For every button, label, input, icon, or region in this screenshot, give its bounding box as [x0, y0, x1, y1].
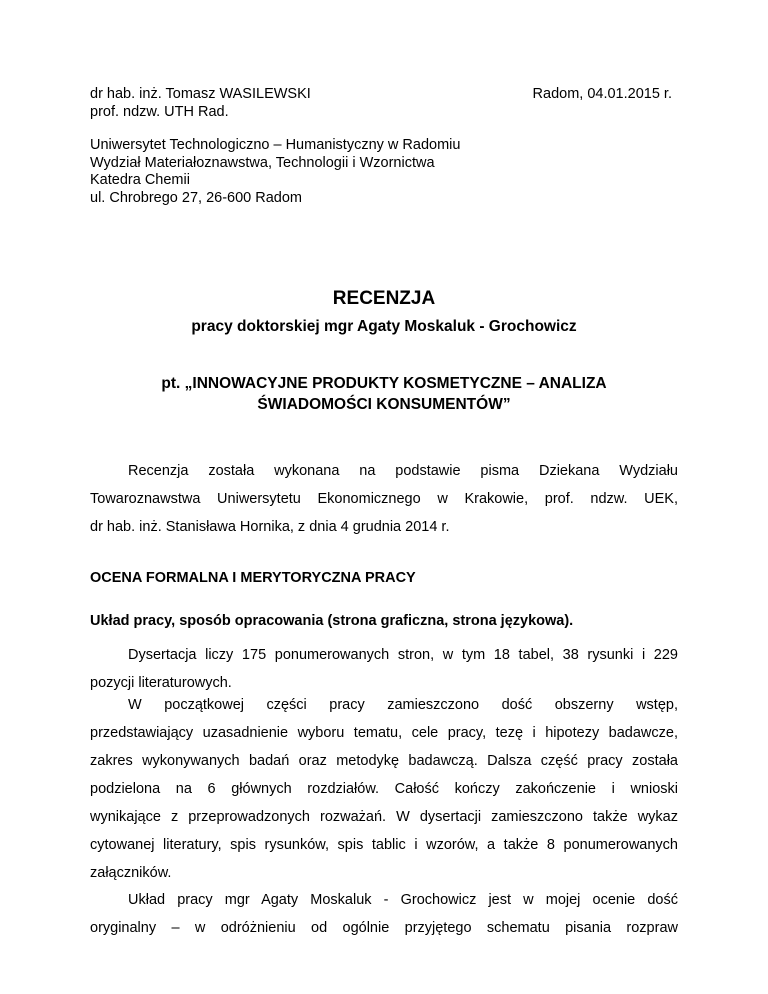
paragraph-line: Recenzja została wykonana na podstawie pisma Dziekana Wydziału: [128, 463, 678, 479]
paragraph-line: dr hab. inż. Stanisława Hornika, z dnia 4 grudnia 2014 r.: [90, 519, 450, 535]
affiliation-line: Wydział Materiałoznawstwa, Technologii i Wzornictwa: [90, 154, 435, 171]
place-date: Radom, 04.01.2015 r.: [532, 86, 672, 102]
paragraph-line: W początkowej części pracy zamieszczono dość obszerny wstęp,: [128, 697, 678, 713]
section-heading: OCENA FORMALNA I MERYTORYCZNA PRACY: [90, 570, 416, 586]
subsection-heading: Układ pracy, sposób opracowania (strona graficzna, strona językowa).: [90, 613, 574, 629]
paragraph-line: Dysertacja liczy 175 ponumerowanych stron, w tym 18 tabel, 38 rysunki i 229: [128, 647, 678, 663]
paragraph-line: Towaroznawstwa Uniwersytetu Ekonomicznego w Krakowie, prof. ndzw. UEK,: [90, 491, 678, 507]
paragraph-2: [90, 691, 678, 887]
paragraph-1: [90, 641, 678, 697]
paragraph-3: [90, 886, 678, 942]
author-block: [90, 86, 311, 121]
paragraph-line: przedstawiający uzasadnienie wyboru tematu, cele pracy, tezę i hipotezy badawcze,: [90, 725, 678, 741]
paragraph-line: oryginalny – w odróżnieniu od ogólnie przyjętego schematu pisania rozpraw: [90, 920, 678, 936]
affiliation-line: ul. Chrobrego 27, 26-600 Radom: [90, 189, 302, 206]
author-name: dr hab. inż. Tomasz WASILEWSKI: [90, 86, 311, 102]
document-title: RECENZJA: [332, 288, 436, 309]
affiliation-line: Uniwersytet Technologiczno – Humanistyczny w Radomiu: [90, 137, 461, 153]
thesis-topic: [0, 373, 768, 415]
intro-paragraph: [90, 457, 678, 541]
paragraph-line: podzielona na 6 głównych rozdziałów. Całość kończy zakończenie i wnioski: [90, 781, 678, 797]
document-subtitle: pracy doktorskiej mgr Agaty Moskaluk - Grochowicz: [191, 318, 577, 335]
author-position: prof. ndzw. UTH Rad.: [90, 103, 229, 120]
affiliation-block: [90, 137, 460, 207]
paragraph-line: załączników.: [90, 865, 172, 881]
paragraph-line: zakres wykonywanych badań oraz metodykę badawczą. Dalsza część pracy została: [90, 753, 678, 769]
thesis-topic-line: pt. „INNOWACYJNE PRODUKTY KOSMETYCZNE – ANALIZA: [161, 375, 607, 392]
paragraph-line: cytowanej literatury, spis rysunków, spis tablic i wzorów, a także 8 ponumerowanych: [90, 837, 678, 853]
paragraph-line: Układ pracy mgr Agaty Moskaluk - Grochowicz jest w mojej ocenie dość: [128, 892, 678, 908]
affiliation-line: Katedra Chemii: [90, 172, 190, 188]
thesis-topic-line: ŚWIADOMOŚCI KONSUMENTÓW”: [257, 396, 511, 413]
paragraph-line: pozycji literaturowych.: [90, 675, 232, 691]
paragraph-line: wynikające z przeprowadzonych rozważań. W dysertacji zamieszczono także wykaz: [90, 809, 678, 825]
